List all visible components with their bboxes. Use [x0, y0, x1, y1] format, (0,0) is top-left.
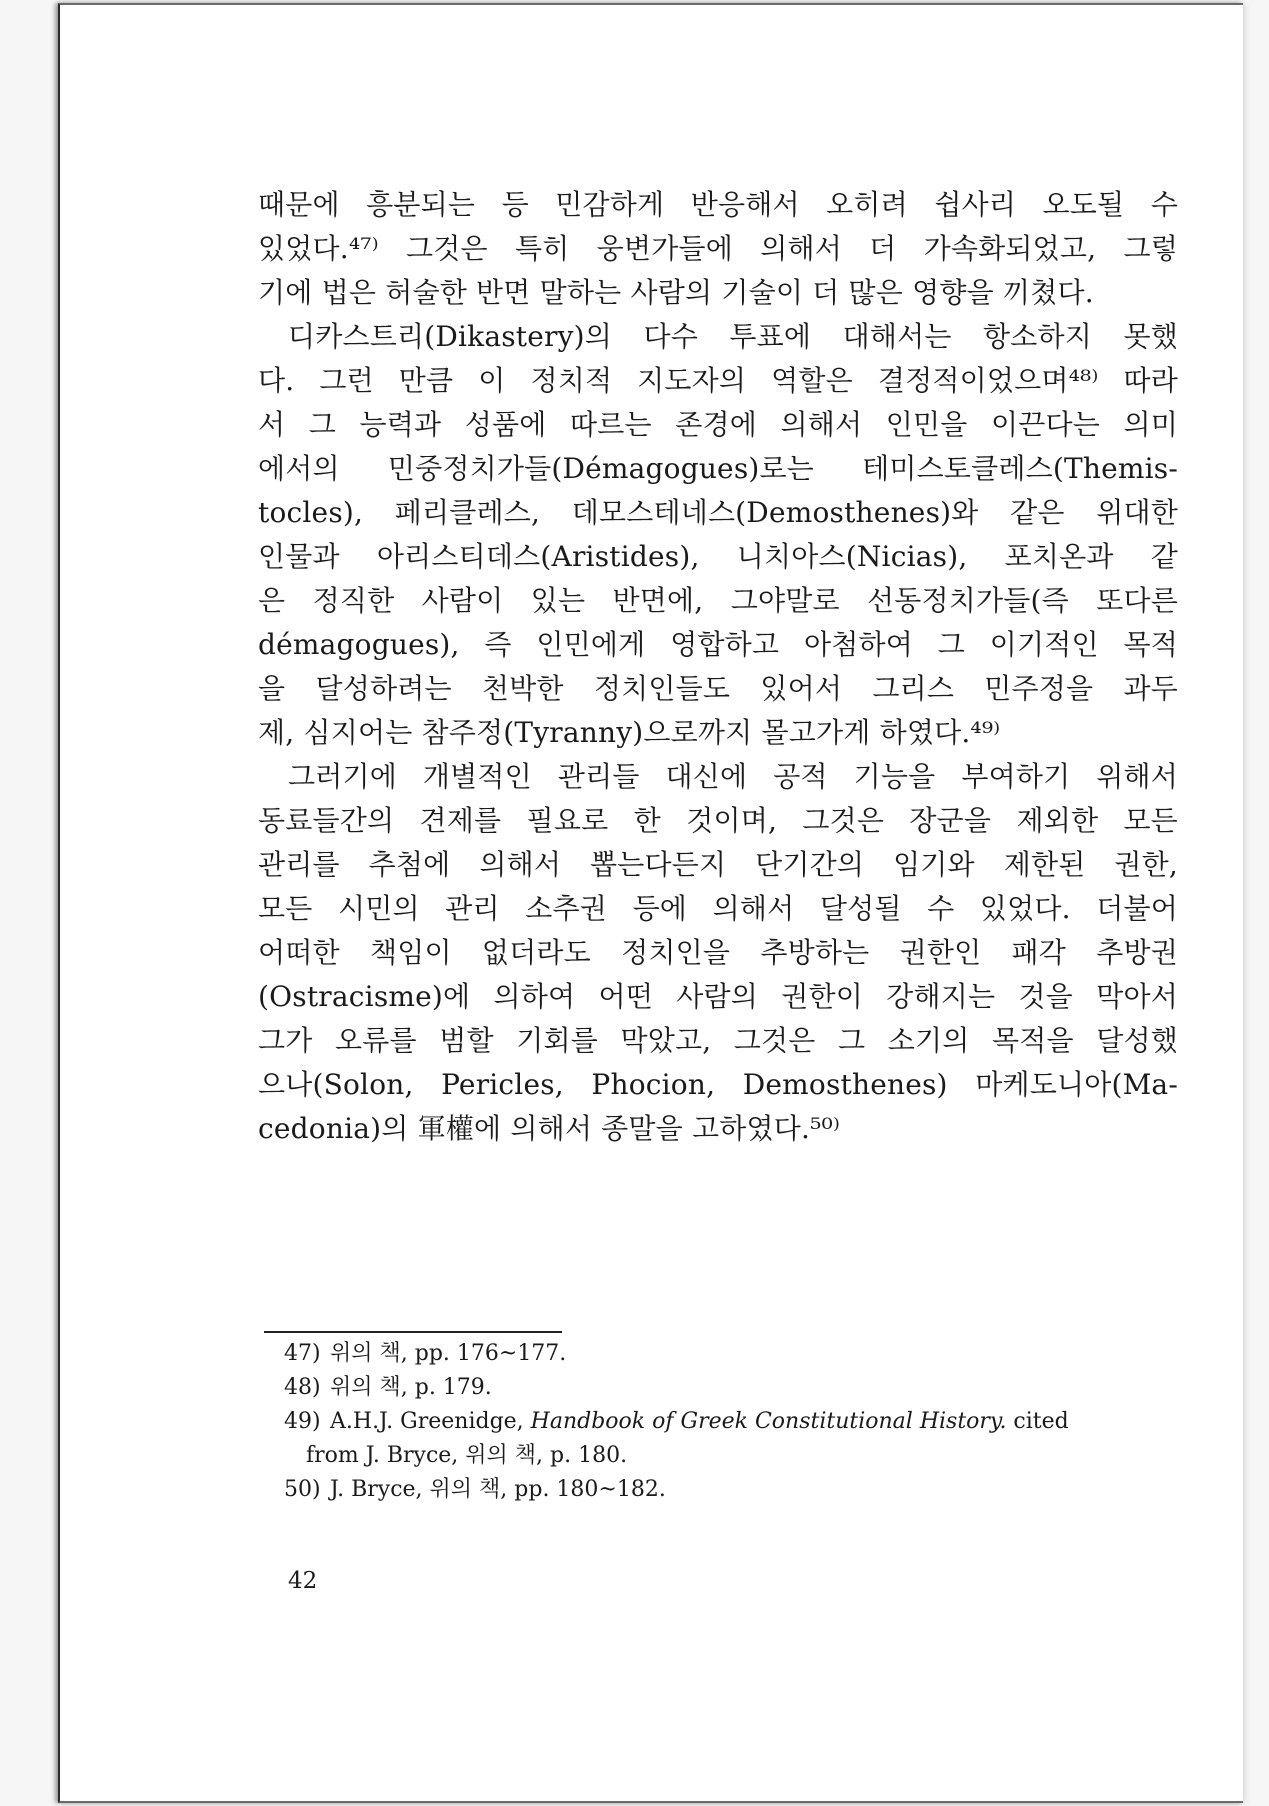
footnote-text: J. Bryce, 위의 책, pp. 180~182.: [330, 1477, 666, 1502]
footnote-divider: [264, 1331, 562, 1333]
footnote-48: [284, 1371, 1184, 1405]
text-line: tocles), 페리클레스, 데모스테네스(Demosthenes)와 같은 위대한: [258, 496, 1178, 529]
text-line: 으나(Solon, Pericles, Phocion, Demosthenes) 마케도니아(Ma-: [258, 1068, 1178, 1101]
text-line: 관리를 추첨에 의해서 뽑는다든지 단기간의 임기와 제한된 권한,: [258, 848, 1178, 881]
text-line: 모든 시민의 관리 소추권 등에 의해서 달성될 수 있었다. 더불어: [258, 892, 1178, 925]
footnote-text: A.H.J. Greenidge,: [330, 1409, 531, 1434]
text-line: 때문에 흥분되는 등 민감하게 반응해서 오히려 쉽사리 오도될 수: [258, 188, 1178, 221]
footnote-book-title: Handbook of Greek Constitutional History.: [530, 1409, 1007, 1434]
text-line: 동료들간의 견제를 필요로 한 것이며, 그것은 장군을 제외한 모든: [258, 804, 1178, 837]
footnote-number: 50): [284, 1477, 321, 1502]
text-line: 있었다.⁴⁷⁾ 그것은 특히 웅변가들에 의해서 더 가속화되었고, 그렇: [258, 232, 1178, 265]
text-line: 은 정직한 사람이 있는 반면에, 그야말로 선동정치가들(즉 또다른: [258, 584, 1178, 617]
footnote-continuation: from J. Bryce, 위의 책, p. 180.: [306, 1443, 628, 1468]
text-line: 어떠한 책임이 없더라도 정치인을 추방하는 권한인 패각 추방권: [258, 936, 1178, 969]
text-line: 을 달성하려는 천박한 정치인들도 있어서 그리스 민주정을 과두: [258, 672, 1178, 705]
text-line: (Ostracisme)에 의하여 어떤 사람의 권한이 강해지는 것을 막아서: [258, 980, 1178, 1013]
footnote-text: 위의 책, p. 179.: [330, 1375, 492, 1400]
page-number: 42: [288, 1568, 318, 1594]
footnote-text: 위의 책, pp. 176~177.: [330, 1341, 567, 1366]
body-text: [258, 183, 1178, 1151]
text-line: 인물과 아리스티데스(Aristides), 니치아스(Nicias), 포치온과 같: [258, 540, 1178, 573]
footnote-number: 48): [284, 1375, 321, 1400]
text-line: 다. 그런 만큼 이 정치적 지도자의 역할은 결정적이었으며⁴⁸⁾ 따라: [258, 364, 1178, 397]
text-line: 제, 심지어는 참주정(Tyranny)으로까지 몰고가게 하였다.⁴⁹⁾: [258, 716, 1001, 749]
text-line: 서 그 능력과 성품에 따르는 존경에 의해서 인민을 이끈다는 의미: [258, 408, 1178, 441]
footnote-49: [284, 1405, 1184, 1473]
text-line: 에서의 민중정치가들(Démagogues)로는 테미스토클레스(Themis-: [258, 452, 1178, 485]
text-line: cedonia)의 軍權에 의해서 종말을 고하였다.⁵⁰⁾: [258, 1112, 841, 1145]
text-line: 그러기에 개별적인 관리들 대신에 공적 기능을 부여하기 위해서: [288, 760, 1178, 793]
book-page: [58, 3, 1243, 1803]
text-line: 디카스트리(Dikastery)의 다수 투표에 대해서는 항소하지 못했: [288, 320, 1178, 353]
text-line: démagogues), 즉 인민에게 영합하고 아첨하여 그 이기적인 목적: [258, 628, 1178, 661]
text-line: 그가 오류를 범할 기회를 막았고, 그것은 그 소기의 목적을 달성했: [258, 1024, 1178, 1057]
footnote-number: 47): [284, 1341, 321, 1366]
footnotes: [284, 1337, 1184, 1507]
footnote-text: cited: [1006, 1409, 1069, 1434]
footnote-47: [284, 1337, 1184, 1371]
footnote-50: [284, 1473, 1184, 1507]
footnote-number: 49): [284, 1409, 321, 1434]
text-line: 기에 법은 허술한 반면 말하는 사람의 기술이 더 많은 영향을 끼쳤다.: [258, 276, 1094, 309]
